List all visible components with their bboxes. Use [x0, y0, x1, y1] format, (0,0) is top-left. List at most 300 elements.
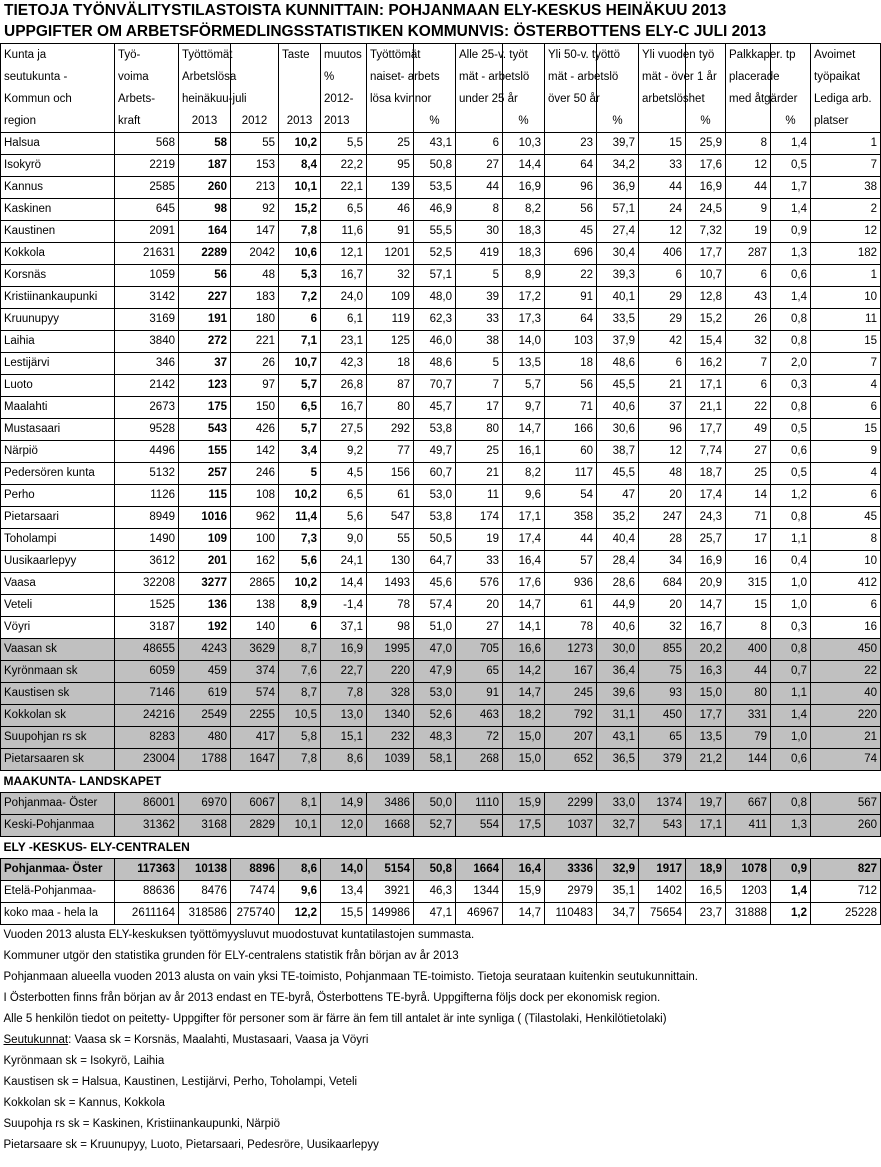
table-cell: 14	[726, 485, 771, 507]
table-cell: 64	[545, 155, 597, 177]
table-cell: 175	[179, 397, 231, 419]
table-cell: 0,8	[771, 639, 811, 661]
table-cell: 40,6	[597, 617, 639, 639]
table-cell: 792	[545, 705, 597, 727]
table-cell: 48,6	[414, 353, 456, 375]
table-cell: 39,3	[597, 265, 639, 287]
table-cell: 57,4	[414, 595, 456, 617]
header-cell: över 50 år	[545, 88, 597, 110]
table-cell: 14,7	[503, 903, 545, 925]
table-cell: 53,8	[414, 419, 456, 441]
table-cell: 97	[231, 375, 279, 397]
table-cell: 28,4	[597, 551, 639, 573]
table-cell: 75	[639, 661, 686, 683]
header-cell	[726, 110, 771, 133]
table-cell: 48,6	[597, 353, 639, 375]
table-cell: 39,7	[597, 133, 639, 155]
table-cell: 27,4	[597, 221, 639, 243]
table-cell: 109	[367, 287, 414, 309]
table-cell: 1,4	[771, 287, 811, 309]
table-cell: 705	[456, 639, 503, 661]
seutukunnat-text: Pietarsaare sk = Kruunupyy, Luoto, Pietarsaari, Pedesröre, Uusikaarlepyy	[3, 1139, 379, 1151]
table-cell: 29	[639, 309, 686, 331]
table-cell: 18,2	[503, 705, 545, 727]
table-cell: 576	[456, 573, 503, 595]
table-cell: 17,6	[503, 573, 545, 595]
table-cell: 1201	[367, 243, 414, 265]
table-cell: 1,7	[771, 177, 811, 199]
table-cell: 1078	[726, 859, 771, 881]
table-cell: 221	[231, 331, 279, 353]
seutukunnat-text: Kyrönmaan sk = Isokyrö, Laihia	[3, 1055, 165, 1067]
table-cell: 17,7	[686, 419, 726, 441]
header-cell: Avoimet	[811, 44, 881, 67]
table-cell: 426	[231, 419, 279, 441]
table-cell: 8476	[179, 881, 231, 903]
note-row	[1, 1114, 881, 1135]
table-cell: 125	[367, 331, 414, 353]
table-cell: 14,2	[503, 661, 545, 683]
table-cell: 3629	[231, 639, 279, 661]
table-cell: 60,7	[414, 463, 456, 485]
table-cell: 16,7	[321, 397, 367, 419]
table-cell: 12,0	[321, 815, 367, 837]
table-cell: 32,7	[597, 815, 639, 837]
header-cell: Palkkaper. tp	[726, 44, 771, 67]
table-cell: 47,9	[414, 661, 456, 683]
table-cell: 38	[811, 177, 881, 199]
table-cell: 1,0	[771, 727, 811, 749]
table-cell: 44	[545, 529, 597, 551]
table-cell: 17,3	[503, 309, 545, 331]
row-label: Pietarsaaren sk	[1, 749, 115, 771]
header-cell	[367, 110, 414, 133]
table-cell: 35,1	[597, 881, 639, 903]
table-row	[1, 793, 881, 815]
table-cell: 25228	[811, 903, 881, 925]
table-cell: 1490	[115, 529, 179, 551]
table-cell: 0,8	[771, 507, 811, 529]
table-cell: 8,6	[279, 859, 321, 881]
table-cell: 8	[726, 133, 771, 155]
table-cell: 5	[456, 265, 503, 287]
table-cell: 2611164	[115, 903, 179, 925]
table-cell: 232	[367, 727, 414, 749]
table-cell: 12	[726, 155, 771, 177]
table-cell: 406	[639, 243, 686, 265]
table-cell: 331	[726, 705, 771, 727]
table-cell: 56	[545, 375, 597, 397]
table-cell: 31888	[726, 903, 771, 925]
header-cell: Arbetslösa	[179, 66, 231, 88]
table-cell: 7	[456, 375, 503, 397]
table-cell: 0,7	[771, 661, 811, 683]
table-cell: 7,1	[279, 331, 321, 353]
table-cell: 2091	[115, 221, 179, 243]
table-cell: 0,5	[771, 419, 811, 441]
header-cell: med åtgärder	[726, 88, 771, 110]
table-cell: 42,3	[321, 353, 367, 375]
table-cell: 16,7	[686, 617, 726, 639]
table-cell: 220	[367, 661, 414, 683]
header-cell	[279, 66, 321, 88]
table-cell: 10,1	[279, 815, 321, 837]
table-cell: 1668	[367, 815, 414, 837]
table-cell: 16,6	[503, 639, 545, 661]
header-cell: 2012-	[321, 88, 367, 110]
row-label: Kaustinen	[1, 221, 115, 243]
table-cell: 44	[639, 177, 686, 199]
table-cell: 318586	[179, 903, 231, 925]
table-cell: 12	[639, 441, 686, 463]
header-cell: 2013	[279, 110, 321, 133]
table-cell: 0,3	[771, 375, 811, 397]
row-label: Laihia	[1, 331, 115, 353]
table-cell: 2255	[231, 705, 279, 727]
table-cell: 2829	[231, 815, 279, 837]
table-cell: 260	[811, 815, 881, 837]
table-cell: 48,0	[414, 287, 456, 309]
row-label: Kristiinankaupunki	[1, 287, 115, 309]
header-cell	[231, 66, 279, 88]
table-cell: 21	[639, 375, 686, 397]
table-cell: 79	[726, 727, 771, 749]
table-cell: 39	[456, 287, 503, 309]
table-cell: 13,0	[321, 705, 367, 727]
header-row	[1, 110, 881, 133]
table-cell: 13,4	[321, 881, 367, 903]
table-cell: 54	[545, 485, 597, 507]
table-cell: 7146	[115, 683, 179, 705]
header-cell: Yli vuoden työ	[639, 44, 686, 67]
table-cell: 64,7	[414, 551, 456, 573]
table-cell: 182	[811, 243, 881, 265]
table-cell: -1,4	[321, 595, 367, 617]
table-cell: 26	[231, 353, 279, 375]
table-row	[1, 617, 881, 639]
table-cell: 46967	[456, 903, 503, 925]
note-row	[1, 925, 881, 947]
table-cell: 9,7	[503, 397, 545, 419]
table-cell: 1	[811, 265, 881, 287]
table-cell: 6	[279, 309, 321, 331]
table-cell: 7,8	[321, 683, 367, 705]
table-cell: 16	[811, 617, 881, 639]
table-cell: 187	[179, 155, 231, 177]
note-row	[1, 988, 881, 1009]
table-cell: 43	[726, 287, 771, 309]
row-label: Etelä-Pohjanmaa-	[1, 881, 115, 903]
table-cell: 39,6	[597, 683, 639, 705]
table-cell: 14,7	[503, 595, 545, 617]
table-cell: 14,7	[686, 595, 726, 617]
table-cell: 14,4	[321, 573, 367, 595]
table-cell: 4243	[179, 639, 231, 661]
table-row	[1, 529, 881, 551]
table-cell: 5,7	[279, 419, 321, 441]
table-cell: 1917	[639, 859, 686, 881]
table-cell: 23	[545, 133, 597, 155]
table-cell: 45	[811, 507, 881, 529]
table-cell: 6	[811, 595, 881, 617]
table-cell: 1,4	[771, 705, 811, 727]
header-cell: under 25 år	[456, 88, 503, 110]
table-cell: 13,5	[503, 353, 545, 375]
table-cell: 48655	[115, 639, 179, 661]
table-cell: 14,7	[503, 683, 545, 705]
table-row	[1, 221, 881, 243]
note-row	[1, 1030, 881, 1051]
table-cell: 18	[367, 353, 414, 375]
table-cell: 17,1	[686, 375, 726, 397]
table-cell: 15,2	[686, 309, 726, 331]
table-cell: 32208	[115, 573, 179, 595]
section-header	[1, 837, 881, 859]
table-cell: 411	[726, 815, 771, 837]
table-cell: 70,7	[414, 375, 456, 397]
table-cell: 21	[811, 727, 881, 749]
table-cell: 29	[639, 287, 686, 309]
table-cell: 74	[811, 749, 881, 771]
table-cell: 78	[367, 595, 414, 617]
table-cell: 47	[597, 485, 639, 507]
table-cell: 31,1	[597, 705, 639, 727]
table-cell: 1,4	[771, 881, 811, 903]
table-cell: 147	[231, 221, 279, 243]
table-cell: 27	[726, 441, 771, 463]
table-cell: 15,0	[503, 727, 545, 749]
header-cell: työpaikat	[811, 66, 881, 88]
table-cell: 19,7	[686, 793, 726, 815]
table-cell: 45,5	[597, 463, 639, 485]
table-cell: 2865	[231, 573, 279, 595]
table-cell: 1203	[726, 881, 771, 903]
table-cell: 43,1	[597, 727, 639, 749]
table-cell: 1,3	[771, 243, 811, 265]
table-cell: 463	[456, 705, 503, 727]
table-cell: 46,3	[414, 881, 456, 903]
table-cell: 567	[811, 793, 881, 815]
header-cell: arbetslöshet	[639, 88, 686, 110]
table-cell: 15,0	[686, 683, 726, 705]
table-cell: 24,0	[321, 287, 367, 309]
table-cell: 1340	[367, 705, 414, 727]
table-cell: 7,3	[279, 529, 321, 551]
table-cell: 50,5	[414, 529, 456, 551]
table-cell: 153	[231, 155, 279, 177]
table-row	[1, 155, 881, 177]
statistics-table	[0, 43, 881, 1156]
table-cell: 56	[179, 265, 231, 287]
header-cell: 2013	[179, 110, 231, 133]
row-label: Uusikaarlepyy	[1, 551, 115, 573]
header-cell: placerade	[726, 66, 771, 88]
table-cell: 18,3	[503, 243, 545, 265]
table-cell: 4	[811, 463, 881, 485]
table-cell: 275740	[231, 903, 279, 925]
table-cell: 400	[726, 639, 771, 661]
table-cell: 10,5	[279, 705, 321, 727]
table-cell: 7	[726, 353, 771, 375]
table-cell: 53,5	[414, 177, 456, 199]
table-cell: 1,2	[771, 903, 811, 925]
table-cell: 60	[545, 441, 597, 463]
table-cell: 24216	[115, 705, 179, 727]
table-cell: 24,5	[686, 199, 726, 221]
table-cell: 6970	[179, 793, 231, 815]
table-cell: 44,9	[597, 595, 639, 617]
row-label: Pohjanmaa- Öster	[1, 793, 115, 815]
table-row	[1, 749, 881, 771]
table-cell: 1059	[115, 265, 179, 287]
table-cell: 8,9	[279, 595, 321, 617]
table-cell: 57,1	[414, 265, 456, 287]
table-cell: 0,6	[771, 749, 811, 771]
table-cell: 167	[545, 661, 597, 683]
table-cell: 14,4	[503, 155, 545, 177]
table-cell: 7	[811, 353, 881, 375]
table-cell: 123	[179, 375, 231, 397]
row-label: Pohjanmaa- Öster	[1, 859, 115, 881]
table-cell: 417	[231, 727, 279, 749]
table-cell: 1,2	[771, 485, 811, 507]
table-cell: 450	[811, 639, 881, 661]
table-cell: 191	[179, 309, 231, 331]
table-cell: 3921	[367, 881, 414, 903]
table-cell: 15,2	[279, 199, 321, 221]
table-cell: 45,5	[597, 375, 639, 397]
table-cell: 11	[456, 485, 503, 507]
table-cell: 130	[367, 551, 414, 573]
header-cell: naiset- arbets	[367, 66, 414, 88]
table-cell: 9,2	[321, 441, 367, 463]
seutukunnat-text: Suupohja rs sk = Kaskinen, Kristiinankaupunki, Närpiö	[3, 1118, 280, 1130]
row-label: Kokkola	[1, 243, 115, 265]
table-cell: 12,8	[686, 287, 726, 309]
table-cell: 5154	[367, 859, 414, 881]
table-cell: 50,0	[414, 793, 456, 815]
note-row	[1, 1093, 881, 1114]
table-cell: 0,8	[771, 309, 811, 331]
table-cell: 6	[726, 375, 771, 397]
header-cell: mät - arbetslö	[456, 66, 503, 88]
table-cell: 98	[179, 199, 231, 221]
table-cell: 0,9	[771, 221, 811, 243]
header-cell	[231, 44, 279, 67]
table-cell: 257	[179, 463, 231, 485]
table-row	[1, 331, 881, 353]
table-cell: 5,6	[279, 551, 321, 573]
table-cell: 1647	[231, 749, 279, 771]
row-label: Toholampi	[1, 529, 115, 551]
note-text: Vuoden 2013 alusta ELY-keskuksen työttömyysluvut muodostuvat kuntatilastojen summasta.	[1, 925, 881, 947]
table-cell: 21	[456, 463, 503, 485]
table-cell: 6067	[231, 793, 279, 815]
table-cell: 1995	[367, 639, 414, 661]
table-cell: 16,4	[503, 859, 545, 881]
row-label: Keski-Pohjanmaa	[1, 815, 115, 837]
table-cell: 292	[367, 419, 414, 441]
table-cell: 14,7	[503, 419, 545, 441]
table-cell: 33,0	[597, 793, 639, 815]
table-cell: 108	[231, 485, 279, 507]
table-cell: 80	[726, 683, 771, 705]
table-cell: 1402	[639, 881, 686, 903]
table-row	[1, 397, 881, 419]
table-cell: 315	[726, 573, 771, 595]
row-label: Perho	[1, 485, 115, 507]
table-cell: 44	[726, 177, 771, 199]
table-cell: 91	[456, 683, 503, 705]
row-label: Korsnäs	[1, 265, 115, 287]
table-cell: 46,0	[414, 331, 456, 353]
table-cell: 15,5	[321, 903, 367, 925]
table-cell: 46	[367, 199, 414, 221]
table-cell: 45	[545, 221, 597, 243]
table-row	[1, 309, 881, 331]
table-cell: 62,3	[414, 309, 456, 331]
table-cell: 9,6	[279, 881, 321, 903]
table-cell: 480	[179, 727, 231, 749]
table-cell: 6,1	[321, 309, 367, 331]
table-cell: 3168	[179, 815, 231, 837]
table-row	[1, 375, 881, 397]
table-cell: 43,1	[414, 133, 456, 155]
table-cell: 96	[639, 419, 686, 441]
table-cell: 3486	[367, 793, 414, 815]
table-cell: 140	[231, 617, 279, 639]
table-cell: 1,1	[771, 683, 811, 705]
table-cell: 1,4	[771, 133, 811, 155]
table-cell: 8,7	[279, 639, 321, 661]
table-cell: 15,9	[503, 881, 545, 903]
table-cell: 17,4	[503, 529, 545, 551]
table-row	[1, 859, 881, 881]
table-cell: 57	[545, 551, 597, 573]
row-label: Maalahti	[1, 397, 115, 419]
table-cell: 15,1	[321, 727, 367, 749]
table-cell: 0,4	[771, 551, 811, 573]
table-cell: 16,7	[321, 265, 367, 287]
seutukunnat-text: Kokkolan sk = Kannus, Kokkola	[3, 1097, 165, 1109]
table-cell: 16,9	[503, 177, 545, 199]
table-cell: 91	[545, 287, 597, 309]
table-cell: 36,5	[597, 749, 639, 771]
table-cell: 33	[456, 309, 503, 331]
table-cell: 25	[367, 133, 414, 155]
table-cell: 117363	[115, 859, 179, 881]
table-cell: 8,1	[279, 793, 321, 815]
table-cell: 24	[639, 199, 686, 221]
table-cell: 1016	[179, 507, 231, 529]
table-cell: 272	[179, 331, 231, 353]
table-cell: 47,0	[414, 639, 456, 661]
header-cell: mät - arbetslö	[545, 66, 597, 88]
table-cell: 15	[811, 419, 881, 441]
table-row	[1, 815, 881, 837]
table-cell: 65	[639, 727, 686, 749]
table-cell: 1,3	[771, 815, 811, 837]
table-cell: 0,5	[771, 155, 811, 177]
header-cell: region	[1, 110, 115, 133]
header-row	[1, 88, 881, 110]
table-cell: 9	[726, 199, 771, 221]
header-cell	[597, 88, 639, 110]
table-cell: 32	[367, 265, 414, 287]
table-cell: 0,5	[771, 463, 811, 485]
table-cell: 1788	[179, 749, 231, 771]
header-cell: muutos	[321, 44, 367, 67]
